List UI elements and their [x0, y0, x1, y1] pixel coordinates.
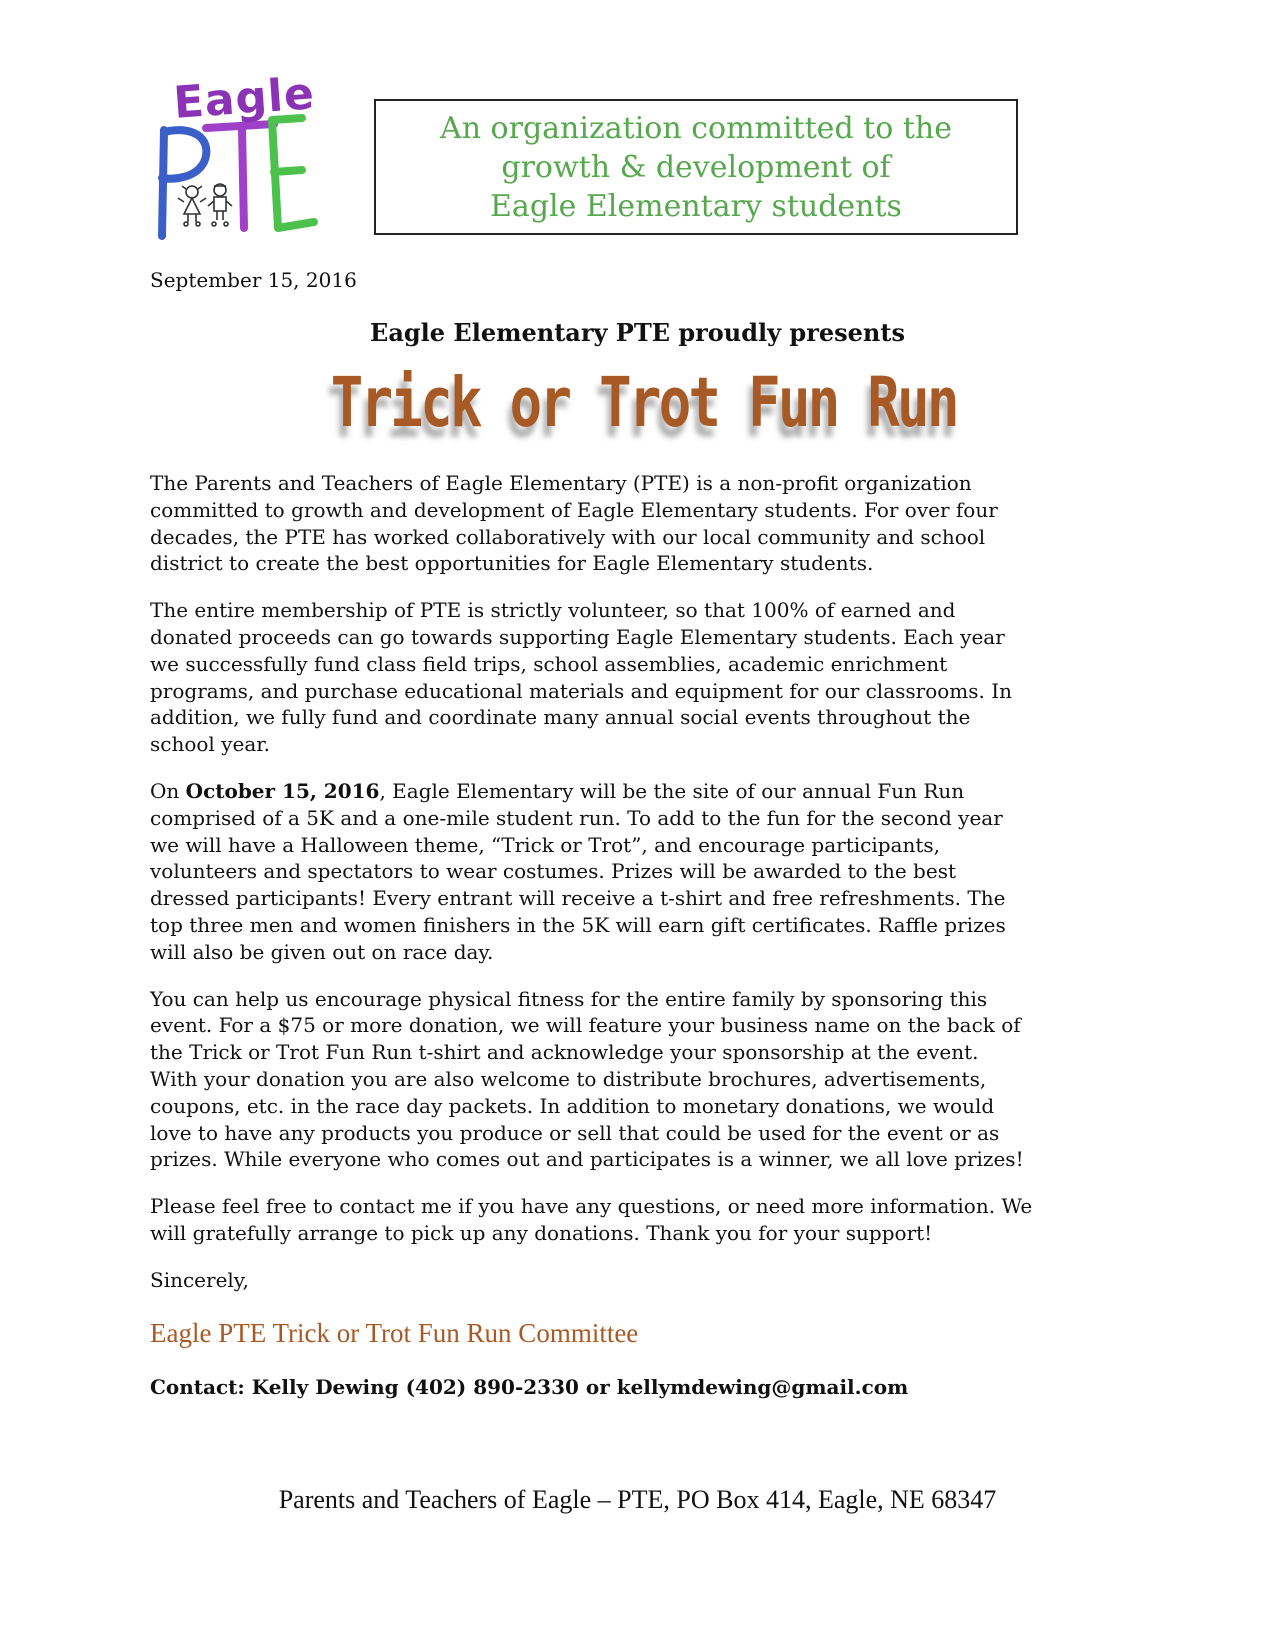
paragraph-membership: [150, 597, 1140, 758]
logo-girl-figure: [178, 186, 206, 226]
paragraph-event: [150, 778, 1140, 966]
closing: [150, 1267, 1140, 1294]
text-line: The Parents and Teachers of Eagle Elementary (PTE) is a non-profit organization: [150, 471, 972, 495]
text-line: volunteers and spectators to wear costumes. Prizes will be awarded to the best: [150, 859, 956, 884]
tagline-line: An organization committed to the: [440, 110, 952, 146]
logo-letter-p: [162, 130, 206, 236]
text-line: [150, 778, 1140, 805]
text-line: will also be given out on race day.: [150, 939, 494, 964]
text-line: the Trick or Trot Fun Run t-shirt and acknowledge your sponsorship at the event.: [150, 1040, 979, 1065]
footer-address: Parents and Teachers of Eagle – PTE, PO Box 414, Eagle, NE 68347: [278, 1485, 997, 1514]
event-date: October 15, 2016: [185, 778, 380, 803]
text-line: prizes. While everyone who comes out and participates is a winner, we all love prizes!: [150, 1147, 1024, 1172]
text-line: we successfully fund class field trips, school assemblies, academic enrichment: [150, 651, 948, 676]
contact-line: Contact: Kelly Dewing (402) 890-2330 or kellymdewing@gmail.com: [150, 1375, 909, 1399]
event-lead: On: [150, 778, 186, 803]
pte-logo: [150, 68, 330, 243]
paragraph-sponsorship: [150, 986, 1140, 1174]
text-line: comprised of a 5K and a one-mile student run. To add to the fun for the second year: [150, 805, 1003, 830]
text-line: coupons, etc. in the race day packets. In addition to monetary donations, we would: [150, 1093, 995, 1118]
text-line: With your donation you are also welcome to distribute brochures, advertisements,: [150, 1066, 987, 1091]
paragraph-intro: [150, 470, 1140, 577]
text-line: dressed participants! Every entrant will receive a t-shirt and free refreshments. The: [150, 886, 1006, 911]
text-line: donated proceeds can go towards supporting Eagle Elementary students. Each year: [150, 624, 1005, 649]
event-title: [0, 362, 1275, 448]
text-line: addition, we fully fund and coordinate many annual social events throughout the: [150, 705, 971, 730]
letter-body: [150, 470, 1140, 1314]
text-line: programs, and purchase educational materials and equipment for our classrooms. In: [150, 678, 1013, 703]
tagline-line: growth & development of: [501, 149, 891, 185]
event-line-rest: , Eagle Elementary will be the site of our annual Fun Run: [379, 778, 965, 803]
text-line: we will have a Halloween theme, “Trick or Trot”, and encourage participants,: [150, 832, 940, 857]
logo-pte-text: [150, 78, 152, 79]
logo-eagle-text: Eagle: [172, 68, 317, 129]
logo-letter-e: [272, 118, 314, 228]
text-line: decades, the PTE has worked collaboratively with our local community and school: [150, 524, 986, 549]
text-line: Please feel free to contact me if you have any questions, or need more information. We: [150, 1194, 1033, 1219]
text-line: district to create the best opportunities for Eagle Elementary students.: [150, 551, 874, 576]
logo-boy-figure: [208, 184, 232, 226]
text-line: The entire membership of PTE is strictly volunteer, so that 100% of earned and: [150, 598, 956, 623]
text-line: event. For a $75 or more donation, we will feature your business name on the back of: [150, 1013, 1021, 1038]
text-line: will gratefully arrange to pick up any donations. Thank you for your support!: [150, 1220, 933, 1245]
tagline-line: Eagle Elementary students: [490, 188, 902, 224]
closing-text: Sincerely,: [150, 1267, 249, 1292]
signature: Eagle PTE Trick or Trot Fun Run Committee: [150, 1318, 639, 1348]
tagline-box: [374, 99, 1018, 235]
letter-date: September 15, 2016: [150, 268, 357, 292]
text-line: top three men and women finishers in the 5K will earn gift certificates. Raffle prizes: [150, 912, 1006, 937]
event-title-text: Trick or Trot Fun Run: [330, 362, 957, 444]
text-line: You can help us encourage physical fitness for the entire family by sponsoring this: [150, 986, 988, 1011]
presents-heading: Eagle Elementary PTE proudly presents: [370, 318, 905, 347]
text-line: love to have any products you produce or sell that could be used for the event or as: [150, 1120, 1000, 1145]
text-line: committed to growth and development of Eagle Elementary students. For over four: [150, 497, 998, 522]
text-line: school year.: [150, 732, 270, 757]
paragraph-contact-request: [150, 1193, 1140, 1247]
